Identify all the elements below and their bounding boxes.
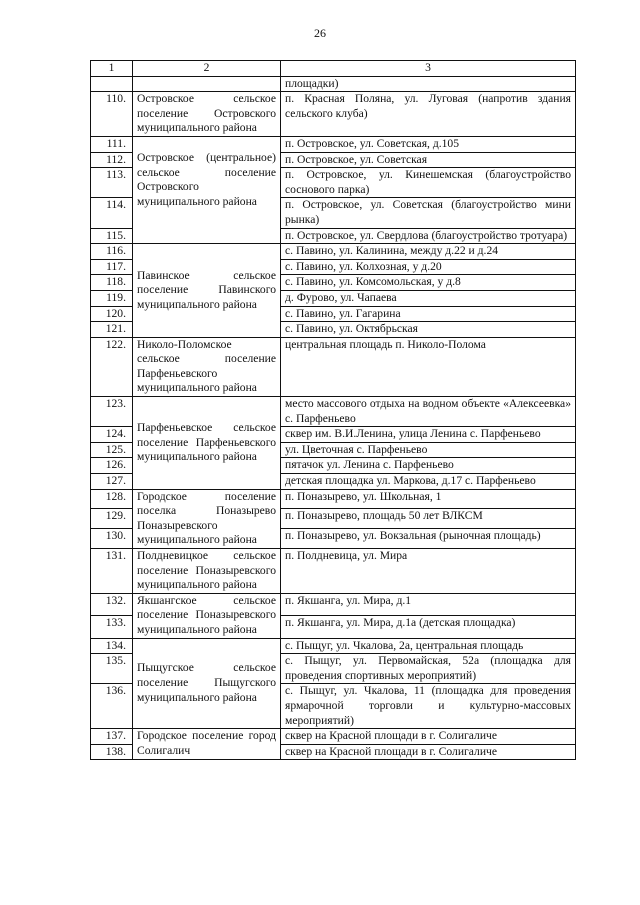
location-cell: пятачок ул. Ленина с. Парфеньево xyxy=(281,458,576,474)
location-cell: п. Островское, ул. Советская (благоустройство мини рынка) xyxy=(281,198,576,228)
row-number: 131. xyxy=(91,549,133,594)
row-number: 137. xyxy=(91,729,133,745)
table-row xyxy=(91,337,576,396)
location-cell: д. Фурово, ул. Чапаева xyxy=(281,290,576,306)
location-cell: сквер на Красной площади в г. Солигаличе xyxy=(281,744,576,760)
location-cell: п. Островское, ул. Советская xyxy=(281,152,576,168)
municipality-cell: Городское поселение поселка Поназырево Поназыревского муниципального района xyxy=(133,489,281,548)
location-cell: с. Павино, ул. Колхозная, у д.20 xyxy=(281,259,576,275)
locations-table xyxy=(90,60,576,760)
table-row xyxy=(91,76,576,92)
location-cell: п. Красная Поляна, ул. Луговая (напротив здания сельского клуба) xyxy=(281,92,576,137)
location-cell: п. Островское, ул. Кинешемская (благоустройство соснового парка) xyxy=(281,168,576,198)
row-number: 112. xyxy=(91,152,133,168)
location-cell: место массового отдыха на водном объекте «Алексеевка» с. Парфеньево xyxy=(281,397,576,427)
table-row xyxy=(91,638,576,654)
location-cell: с. Пыщуг, ул. Первомайская, 52а (площадка для проведения спортивных мероприятий) xyxy=(281,654,576,684)
municipality-cell xyxy=(133,76,281,92)
location-cell: п. Полдневица, ул. Мира xyxy=(281,549,576,594)
municipality-cell: Николо-Поломское сельское поселение Парфеньевского муниципального района xyxy=(133,337,281,396)
municipality-cell: Якшангское сельское поселение Поназыревского муниципального района xyxy=(133,593,281,638)
location-cell: с. Павино, ул. Октябрьская xyxy=(281,322,576,338)
table-row xyxy=(91,136,576,152)
municipality-cell: Пыщугское сельское поселение Пыщугского муниципального района xyxy=(133,638,281,729)
location-cell: центральная площадь п. Николо-Полома xyxy=(281,337,576,396)
row-number: 127. xyxy=(91,474,133,490)
column-header-municipality: 2 xyxy=(133,61,281,77)
location-cell: сквер им. В.И.Ленина, улица Ленина с. Парфеньево xyxy=(281,427,576,443)
location-cell: с. Павино, ул. Калинина, между д.22 и д.24 xyxy=(281,244,576,260)
row-number: 130. xyxy=(91,529,133,549)
row-number: 129. xyxy=(91,509,133,529)
table-header-row xyxy=(91,61,576,77)
column-header-number: 1 xyxy=(91,61,133,77)
municipality-cell: Городское поселение город Солигалич xyxy=(133,729,281,760)
location-cell: п. Поназырево, ул. Вокзальная (рыночная площадь) xyxy=(281,529,576,549)
table-row xyxy=(91,244,576,260)
row-number: 119. xyxy=(91,290,133,306)
row-number xyxy=(91,76,133,92)
row-number: 115. xyxy=(91,228,133,244)
row-number: 135. xyxy=(91,654,133,684)
table-row xyxy=(91,397,576,427)
row-number: 120. xyxy=(91,306,133,322)
location-cell: п. Островское, ул. Советская, д.105 xyxy=(281,136,576,152)
municipality-cell: Островское сельское поселение Островского муниципального района xyxy=(133,92,281,137)
municipality-cell: Островское (центральное) сельское поселение Островского муниципального района xyxy=(133,136,281,243)
location-cell: п. Якшанга, ул. Мира, д.1 xyxy=(281,593,576,615)
row-number: 123. xyxy=(91,397,133,427)
row-number: 121. xyxy=(91,322,133,338)
location-cell: п. Поназырево, площадь 50 лет ВЛКСМ xyxy=(281,509,576,529)
location-cell: п. Якшанга, ул. Мира, д.1а (детская площадка) xyxy=(281,616,576,638)
location-cell: с. Павино, ул. Комсомольская, у д.8 xyxy=(281,275,576,291)
municipality-cell: Павинское сельское поселение Павинского муниципального района xyxy=(133,244,281,338)
row-number: 128. xyxy=(91,489,133,509)
row-number: 136. xyxy=(91,684,133,729)
location-cell: п. Островское, ул. Свердлова (благоустройство тротуара) xyxy=(281,228,576,244)
location-cell: детская площадка ул. Маркова, д.17 с. Парфеньево xyxy=(281,474,576,490)
location-cell: ул. Цветочная с. Парфеньево xyxy=(281,442,576,458)
row-number: 125. xyxy=(91,442,133,458)
row-number: 122. xyxy=(91,337,133,396)
row-number: 113. xyxy=(91,168,133,198)
row-number: 116. xyxy=(91,244,133,260)
location-cell: сквер на Красной площади в г. Солигаличе xyxy=(281,729,576,745)
column-header-location: 3 xyxy=(281,61,576,77)
row-number: 132. xyxy=(91,593,133,615)
row-number: 134. xyxy=(91,638,133,654)
row-number: 111. xyxy=(91,136,133,152)
location-cell: с. Павино, ул. Гагарина xyxy=(281,306,576,322)
table-row xyxy=(91,729,576,745)
table-row xyxy=(91,549,576,594)
row-number: 126. xyxy=(91,458,133,474)
table-row xyxy=(91,593,576,615)
table-row xyxy=(91,92,576,137)
page-number: 26 xyxy=(314,26,326,40)
row-number: 118. xyxy=(91,275,133,291)
municipality-cell: Парфеньевское сельское поселение Парфеньевского муниципального района xyxy=(133,397,281,490)
location-cell: п. Поназырево, ул. Школьная, 1 xyxy=(281,489,576,509)
table-row xyxy=(91,489,576,509)
row-number: 117. xyxy=(91,259,133,275)
location-cell: с. Пыщуг, ул. Чкалова, 2а, центральная площадь xyxy=(281,638,576,654)
row-number: 133. xyxy=(91,616,133,638)
row-number: 124. xyxy=(91,427,133,443)
row-number: 110. xyxy=(91,92,133,137)
location-cell: площадки) xyxy=(281,76,576,92)
row-number: 138. xyxy=(91,744,133,760)
row-number: 114. xyxy=(91,198,133,228)
municipality-cell: Полдневицкое сельское поселение Поназыревского муниципального района xyxy=(133,549,281,594)
location-cell: с. Пыщуг, ул. Чкалова, 11 (площадка для проведения ярмарочной торговли и культурно-массовых мероприятий) xyxy=(281,684,576,729)
